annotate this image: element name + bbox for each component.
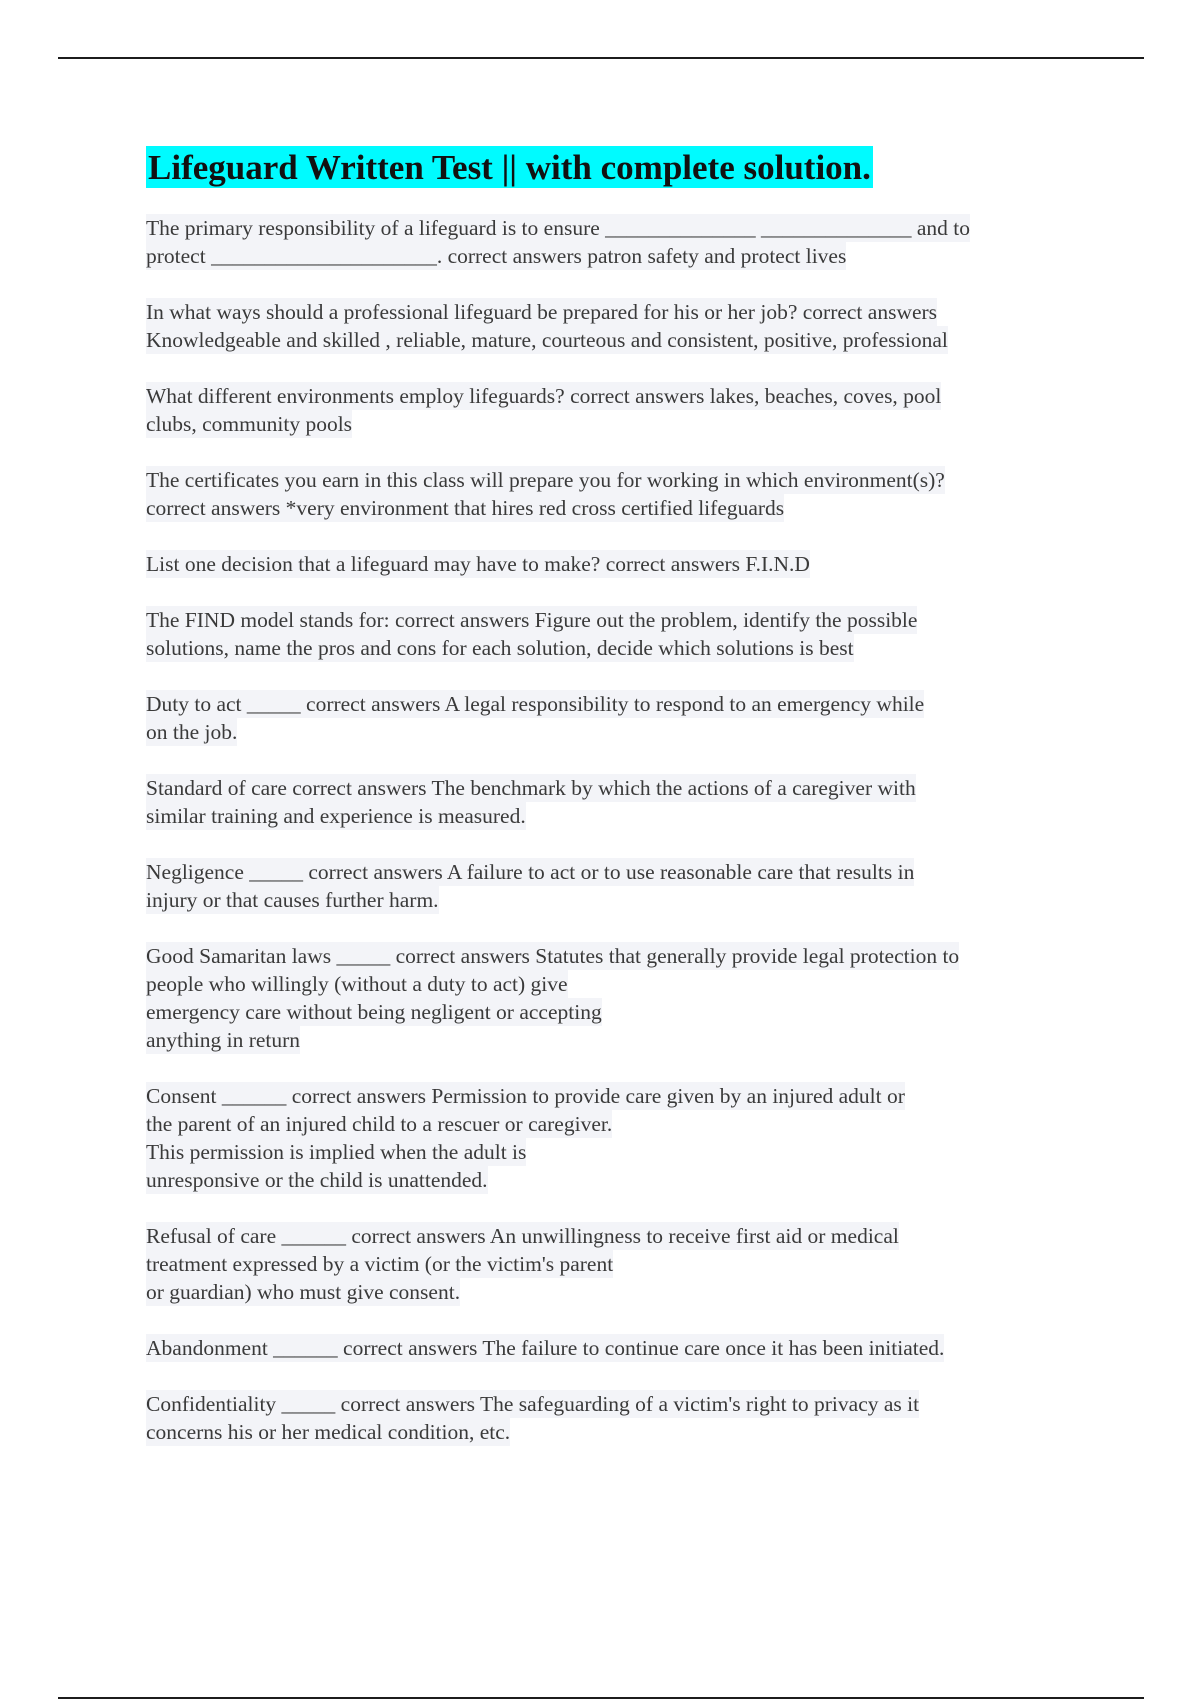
qa-line: Consent ______ correct answers Permission to provide care given by an injured adult or [146, 1084, 905, 1108]
qa-item [146, 942, 1086, 1054]
qa-line-row [146, 382, 1086, 410]
qa-line: Good Samaritan laws _____ correct answers Statutes that generally provide legal protection to [146, 944, 960, 968]
qa-item [146, 382, 1086, 438]
qa-line: This permission is implied when the adult is [146, 1140, 527, 1164]
qa-item [146, 606, 1086, 662]
qa-line: In what ways should a professional lifeguard be prepared for his or her job? correct answers [146, 300, 938, 324]
qa-line: protect _____________________. correct answers patron safety and protect lives [146, 244, 847, 268]
qa-item [146, 214, 1086, 270]
qa-line-row [146, 718, 1086, 746]
qa-line-row [146, 858, 1086, 886]
qa-line: Duty to act _____ correct answers A legal responsibility to respond to an emergency while [146, 692, 925, 716]
qa-item [146, 466, 1086, 522]
qa-line: The certificates you earn in this class will prepare you for working in which environment(s)? [146, 468, 945, 492]
qa-line-row [146, 1390, 1086, 1418]
qa-line-row [146, 942, 1086, 970]
qa-line: people who willingly (without a duty to act) give [146, 972, 568, 996]
qa-item [146, 1334, 1086, 1362]
qa-line-row [146, 466, 1086, 494]
top-rule [58, 57, 1144, 59]
qa-item [146, 690, 1086, 746]
qa-line-row [146, 634, 1086, 662]
qa-line-row [146, 1110, 1086, 1138]
qa-line: Standard of care correct answers The benchmark by which the actions of a caregiver with [146, 776, 916, 800]
qa-line-row [146, 774, 1086, 802]
qa-line: concerns his or her medical condition, etc. [146, 1420, 511, 1444]
qa-line-row [146, 886, 1086, 914]
qa-list [146, 214, 1086, 1446]
qa-line: similar training and experience is measured. [146, 804, 526, 828]
document-body [146, 146, 1086, 1474]
qa-line: The primary responsibility of a lifeguard is to ensure ______________ ______________ and to [146, 216, 971, 240]
qa-line-row [146, 550, 1086, 578]
qa-line-row [146, 214, 1086, 242]
qa-line-row [146, 1138, 1086, 1166]
qa-line: What different environments employ lifeguards? correct answers lakes, beaches, coves, pool [146, 384, 942, 408]
qa-line-row [146, 690, 1086, 718]
qa-line: Refusal of care ______ correct answers An unwillingness to receive first aid or medical [146, 1224, 899, 1248]
bottom-rule [58, 1697, 1144, 1699]
qa-line: solutions, name the pros and cons for each solution, decide which solutions is best [146, 636, 854, 660]
qa-line: emergency care without being negligent or accepting [146, 1000, 602, 1024]
qa-item [146, 298, 1086, 354]
qa-line: on the job. [146, 720, 238, 744]
qa-line-row [146, 1222, 1086, 1250]
qa-line: Confidentiality _____ correct answers The safeguarding of a victim's right to privacy as it [146, 1392, 920, 1416]
qa-item [146, 1390, 1086, 1446]
qa-line-row [146, 998, 1086, 1026]
qa-line: Abandonment ______ correct answers The failure to continue care once it has been initiated. [146, 1336, 945, 1360]
qa-line: The FIND model stands for: correct answers Figure out the problem, identify the possible [146, 608, 918, 632]
qa-line-row [146, 298, 1086, 326]
qa-line: injury or that causes further harm. [146, 888, 439, 912]
qa-line-row [146, 1082, 1086, 1110]
qa-line-row [146, 802, 1086, 830]
qa-line-row [146, 242, 1086, 270]
qa-line-row [146, 1166, 1086, 1194]
qa-line-row [146, 606, 1086, 634]
qa-line: the parent of an injured child to a rescuer or caregiver. [146, 1112, 613, 1136]
qa-item [146, 774, 1086, 830]
qa-line-row [146, 1334, 1086, 1362]
qa-item [146, 858, 1086, 914]
qa-line: correct answers *very environment that hires red cross certified lifeguards [146, 496, 785, 520]
qa-line-row [146, 970, 1086, 998]
qa-item [146, 550, 1086, 578]
qa-line-row [146, 1418, 1086, 1446]
qa-line: unresponsive or the child is unattended. [146, 1168, 488, 1192]
document-title: Lifeguard Written Test || with complete solution. [148, 148, 871, 187]
qa-line: clubs, community pools [146, 412, 353, 436]
qa-line: List one decision that a lifeguard may have to make? correct answers F.I.N.D [146, 552, 810, 576]
qa-line-row [146, 494, 1086, 522]
qa-line: treatment expressed by a victim (or the victim's parent [146, 1252, 614, 1276]
qa-line-row [146, 1278, 1086, 1306]
qa-line: anything in return [146, 1028, 301, 1052]
qa-line-row [146, 410, 1086, 438]
qa-line: Knowledgeable and skilled , reliable, mature, courteous and consistent, positive, professional [146, 328, 948, 352]
qa-line-row [146, 1026, 1086, 1054]
qa-line-row [146, 1250, 1086, 1278]
qa-item [146, 1222, 1086, 1306]
qa-item [146, 1082, 1086, 1194]
qa-line-row [146, 326, 1086, 354]
qa-line: Negligence _____ correct answers A failure to act or to use reasonable care that results in [146, 860, 915, 884]
qa-line: or guardian) who must give consent. [146, 1280, 461, 1304]
